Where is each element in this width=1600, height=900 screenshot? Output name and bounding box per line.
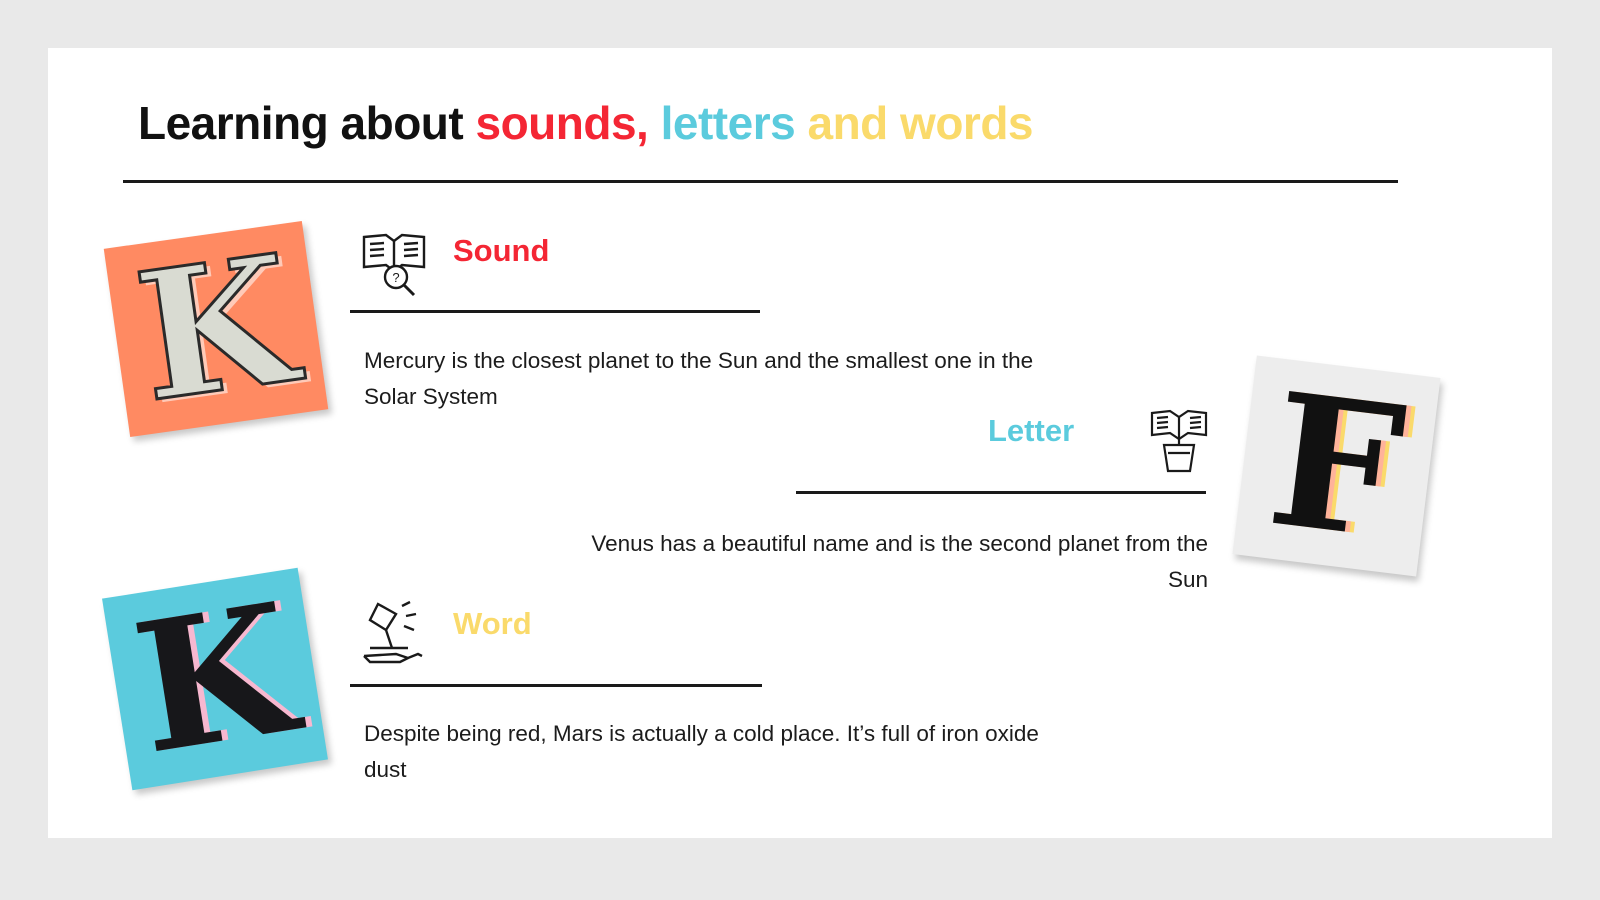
letter-tile-k-orange bbox=[104, 215, 328, 442]
book-with-magnifier-icon bbox=[356, 221, 434, 304]
title-segment-dark: Learning about bbox=[138, 97, 476, 149]
section-heading-sound: Sound bbox=[453, 233, 550, 268]
letter-tile-f-grey-glyph: F bbox=[1259, 351, 1414, 581]
title-text bbox=[138, 98, 1478, 149]
section-body-letter: Venus has a beautiful name and is the second planet from the Sun bbox=[591, 531, 1208, 592]
title-divider bbox=[123, 180, 1398, 183]
section-heading-word: Word bbox=[453, 606, 532, 641]
page-title bbox=[138, 98, 1478, 149]
section-divider-letter bbox=[796, 491, 1206, 494]
section-heading-letter: Letter bbox=[988, 413, 1075, 448]
title-segment-sounds: sounds, bbox=[475, 97, 649, 149]
section-divider-word bbox=[350, 684, 762, 687]
section-body-word: Despite being red, Mars is actually a cold place. It’s full of iron oxide dust bbox=[364, 721, 1039, 782]
letter-tile-k-blue bbox=[102, 563, 328, 794]
letter-tile-k-blue-glyph: K bbox=[122, 563, 308, 794]
section-divider-sound bbox=[350, 310, 760, 313]
slide-canvas bbox=[48, 48, 1552, 838]
desk-lamp-book-icon bbox=[356, 596, 434, 679]
title-segment-words: and words bbox=[795, 97, 1034, 149]
title-segment-letters: letters bbox=[648, 97, 796, 149]
letter-tile-k-orange-glyph: K bbox=[125, 215, 307, 442]
letter-tile-f-grey bbox=[1233, 351, 1441, 581]
section-body-sound: Mercury is the closest planet to the Sun and the smallest one in the Solar System bbox=[364, 348, 1034, 409]
book-plant-icon bbox=[1146, 401, 1212, 484]
svg-text:?: ? bbox=[392, 270, 400, 285]
